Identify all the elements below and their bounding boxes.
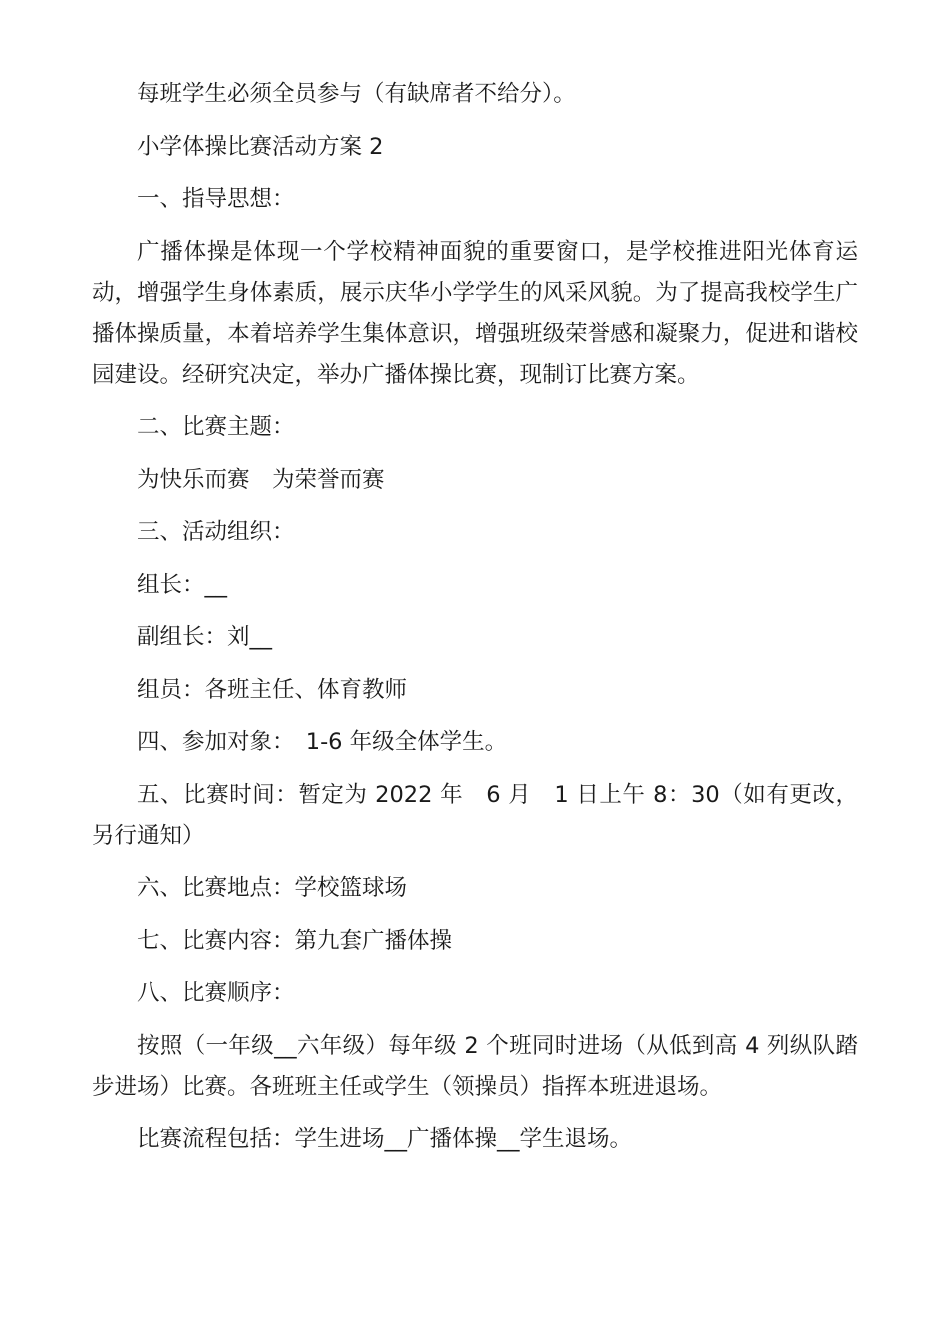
- paragraph-participants: 四、参加对象： 1-6 年级全体学生。: [137, 729, 508, 755]
- paragraph-members: 组员：各班主任、体育教师: [137, 676, 408, 703]
- paragraph-location: 六、比赛地点：学校篮球场: [137, 875, 408, 901]
- paragraph-process: 比赛流程包括：学生进场__广播体操__学生退场。: [137, 1126, 633, 1152]
- heading-organization: 三、活动组织：: [137, 519, 295, 545]
- paragraph-deputy-leader: 副组长：刘__: [137, 624, 273, 650]
- document-body: [92, 74, 858, 1172]
- paragraph-attendance-rule: 每班学生必须全员参与（有缺席者不给分）。: [137, 81, 576, 107]
- heading-theme: 二、比赛主题：: [137, 414, 295, 440]
- paragraph-leader: 组长：__: [137, 571, 228, 598]
- paragraph-guiding-thought: 广播体操是体现一个学校精神面貌的重要窗口，是学校推进阳光体育运动，增强学生身体素质，展示庆华小学学生的风采风貌。为了提高我校学生广播体操质量，本着培养学生集体意识，增强班级荣誉感和凝聚力，促进和谐校园建设。经研究决定，举办广播体操比赛，现制订比赛方案。: [92, 238, 858, 388]
- heading-order: 八、比赛顺序：: [137, 980, 295, 1006]
- paragraph-theme: 为快乐而赛 为荣誉而赛: [137, 466, 385, 493]
- paragraph-time: 五、比赛时间：暂定为 2022 年 6 月 1 日上午 8：30（如有更改，另行通知）: [92, 781, 858, 849]
- heading-guiding-thought: 一、指导思想：: [137, 186, 295, 212]
- paragraph-order: 按照（一年级__六年级）每年级 2 个班同时进场（从低到高 4 列纵队踏步进场）比赛。各班班主任或学生（领操员）指挥本班进退场。: [92, 1032, 858, 1100]
- section-title: 小学体操比赛活动方案 2: [137, 133, 384, 160]
- paragraph-content: 七、比赛内容：第九套广播体操: [137, 927, 453, 954]
